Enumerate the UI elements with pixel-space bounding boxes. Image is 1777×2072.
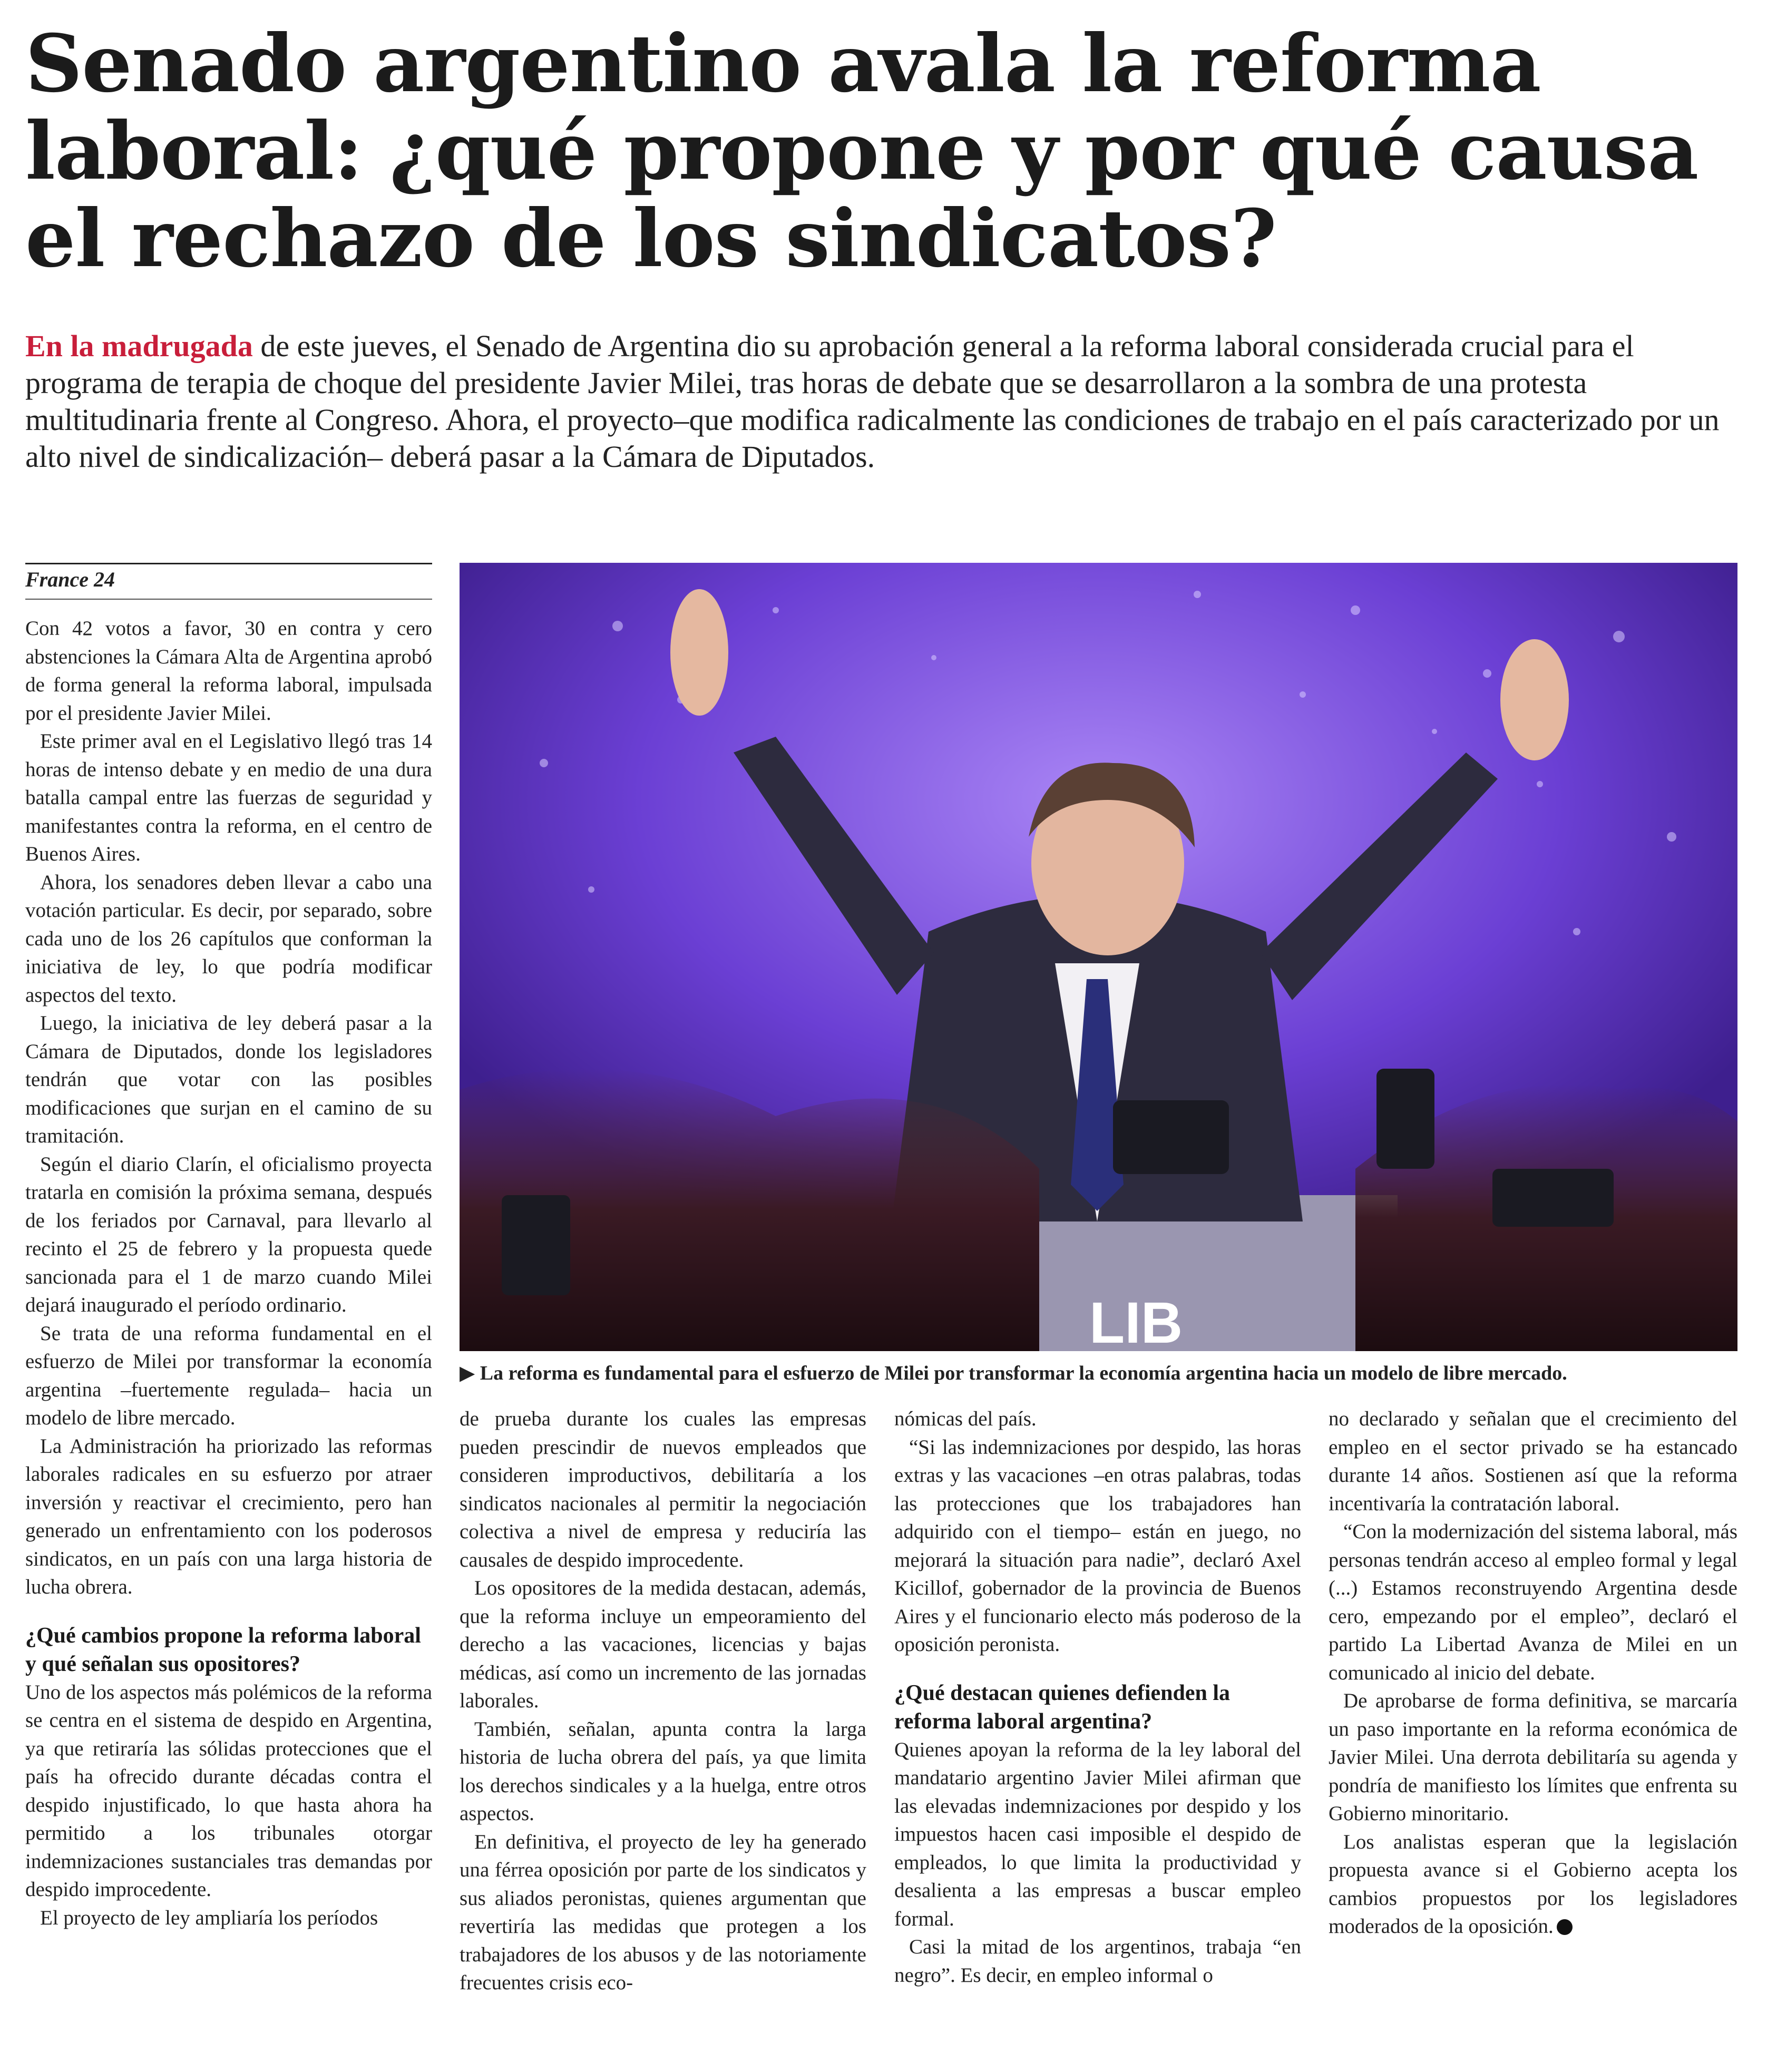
- paragraph: Este primer aval en el Legislativo llegó tras 14 horas de intenso debate y en medio de una dura batalla campal entre las fuerzas de seguridad y manifestantes contra la reforma, en el centro de Buenos Aires.: [25, 730, 432, 865]
- phone-1: [1113, 1100, 1229, 1174]
- left-hand: [670, 589, 728, 716]
- paragraph: También, señalan, apunta contra la larga historia de lucha obrera del país, ya que limita los derechos sindicales y a la huelga, entre otros aspectos.: [460, 1717, 866, 1825]
- podium-sign-text: LIB: [1089, 1291, 1183, 1351]
- paragraph: Uno de los aspectos más polémicos de la reforma se centra en el sistema de despido en Argentina, ya que retiraría las sólidas protecciones que el país ha ofrecido durante décadas contra el despido injustificado, lo que hasta ahora ha permitido a los tribunales otorgar indemnizaciones sustanciales tras demandas por despido improcedente.: [25, 1680, 432, 1901]
- photo-caption: ▶ La reforma es fundamental para el esfuerzo de Milei por transformar la economía argentina hacia un modelo de libre mercado.: [460, 1362, 1567, 1384]
- lede-text: de este jueves, el Senado de Argentina dio su aprobación general a la reforma laboral considerada crucial para el programa de terapia de choque del presidente Javier Milei, tras horas de debate que se desarrollaron a la sombra de una protesta multitudinaria frente al Congreso. Ahora, el proyecto–que modifica radicalmente las condiciones de trabajo en el país caracterizado por un alto nivel de sindicalización– deberá pasar a la Cámara de Diputados.: [25, 329, 1720, 474]
- paragraph: Luego, la iniciativa de ley deberá pasar a la Cámara de Diputados, donde los legisladores tendrán que votar con las posibles modificaciones que surjan en el camino de su tramitación.: [25, 1012, 432, 1147]
- subheading: ¿Qué cambios propone la reforma laboral y qué señalan sus opositores?: [25, 1623, 421, 1676]
- right-hand: [1500, 639, 1569, 760]
- source-credit: France 24: [25, 568, 115, 591]
- paragraph: Con 42 votos a favor, 30 en contra y cero abstenciones la Cámara Alta de Argentina aprobó de forma general la reforma laboral, impulsada por el presidente Javier Milei.: [25, 617, 432, 725]
- lede: [25, 328, 1749, 475]
- paragraph: El proyecto de ley ampliaría los períodos: [40, 1906, 378, 1929]
- paragraph: Según el diario Clarín, el oficialismo proyecta tratarla en comisión la próxima semana, después de los feriados por Carnaval, para llevarlo al recinto el 25 de febrero y la propuesta quede sancionada para el 1 de marzo cuando Milei dejará inaugurado el período ordinario.: [25, 1152, 432, 1316]
- lede-kicker: En la madrugada: [25, 329, 253, 363]
- source-top-rule: [25, 563, 432, 564]
- source-bottom-rule: [25, 599, 432, 600]
- phone-3: [1492, 1169, 1614, 1227]
- paragraph: La Administración ha priorizado las reformas laborales radicales en su esfuerzo por atraer inversión y reactivar el crecimiento, pero han generado un enfrentamiento con los poderosos sindicatos, en un país con una larga historia de lucha obrera.: [25, 1434, 432, 1598]
- headline: Senado argentino avala la reforma laboral: ¿qué propone y por qué causa el rechazo de los sindicatos?: [25, 17, 1698, 285]
- paragraph: nómicas del país.: [894, 1408, 1037, 1430]
- column-1: [25, 614, 432, 1932]
- photo-caption-text: La reforma es fundamental para el esfuerzo de Milei por transformar la economía argentina hacia un modelo de libre mercado.: [480, 1362, 1567, 1384]
- paragraph: Ahora, los senadores deben llevar a cabo una votación particular. Es decir, por separado, sobre cada uno de los 26 capítulos que conforman la iniciativa de ley, lo que podría modificar aspectos del texto.: [25, 871, 432, 1006]
- paragraph: de prueba durante los cuales las empresas pueden prescindir de nuevos empleados que consideren improductivos, debilitaría a los sindicatos nacionales al permitir la negociación colectiva a nivel de empresa y reduciría las causales de despido improcedente.: [460, 1408, 866, 1571]
- paragraph: De aprobarse de forma definitiva, se marcaría un paso importante en la reforma económica de Javier Milei. Una derrota debilitaría su agenda y pondría de manifiesto los límites que enfrenta su Gobierno minoritario.: [1329, 1689, 1737, 1825]
- column-2: [460, 1405, 866, 1997]
- column-4: [1329, 1405, 1737, 1941]
- paragraph: Se trata de una reforma fundamental en el esfuerzo de Milei por transformar la economía argentina –fuertemente regulada– hacia un modelo de libre mercado.: [25, 1322, 432, 1429]
- phone-2: [1376, 1069, 1434, 1169]
- column-3: [894, 1405, 1301, 1989]
- end-of-article-mark: [1557, 1919, 1573, 1935]
- paragraph: “Con la modernización del sistema laboral, más personas tendrán acceso al empleo formal y legal (...) Estamos reconstruyendo Argentina desde cero, empezando por el empleo”, declaró el partido La Libertad Avanza de Milei en un comunicado al inicio del debate.: [1329, 1520, 1737, 1684]
- subheading: ¿Qué destacan quienes defienden la reforma laboral argentina?: [894, 1680, 1231, 1734]
- paragraph: “Si las indemnizaciones por despido, las horas extras y las vacaciones –en otras palabras, todas las protecciones que los trabajadores han adquirido con el tiempo– están en juego, no mejorará la situación para nadie”, declaró Axel Kicillof, gobernador de la provincia de Buenos Aires y el funcionario electo más poderoso de la oposición peronista.: [894, 1435, 1301, 1656]
- paragraph: Casi la mitad de los argentinos, trabaja “en negro”. Es decir, en empleo informal o: [894, 1936, 1301, 1987]
- paragraph: Quienes apoyan la reforma de la ley laboral del mandatario argentino Javier Milei afirman que las elevadas indemnizaciones por despido y los impuestos hacen casi imposible el despido de empleados, lo que limita la productividad y desalienta a las empresas a buscar empleo formal.: [894, 1738, 1301, 1930]
- paragraph: En definitiva, el proyecto de ley ha generado una férrea oposición por parte de los sindicatos y sus aliados peronistas, quienes argumentan que revertiría las medidas que protegen a los trabajadores de los abusos y de las notoriamente frecuentes crisis eco-: [460, 1830, 866, 1994]
- photo-illustration: [460, 563, 1737, 1351]
- paragraph: [1329, 1828, 1737, 1941]
- closing-paragraph-text: Los analistas esperan que la legislación propuesta avance si el Gobierno acepta los cambios propuestos por los legisladores moderados de la oposición.: [1329, 1830, 1737, 1938]
- paragraph: no declarado y señalan que el crecimiento del empleo en el sector privado se ha estancado durante 14 años. Sostienen así que la reforma incentivaría la contratación laboral.: [1329, 1408, 1737, 1515]
- phone-4: [502, 1195, 570, 1295]
- paragraph: Los opositores de la medida destacan, además, que la reforma incluye un empeoramiento del derecho a las vacaciones, licencias y bajas médicas, así como un incremento de las jornadas laborales.: [460, 1577, 866, 1712]
- article-photo: [460, 563, 1737, 1351]
